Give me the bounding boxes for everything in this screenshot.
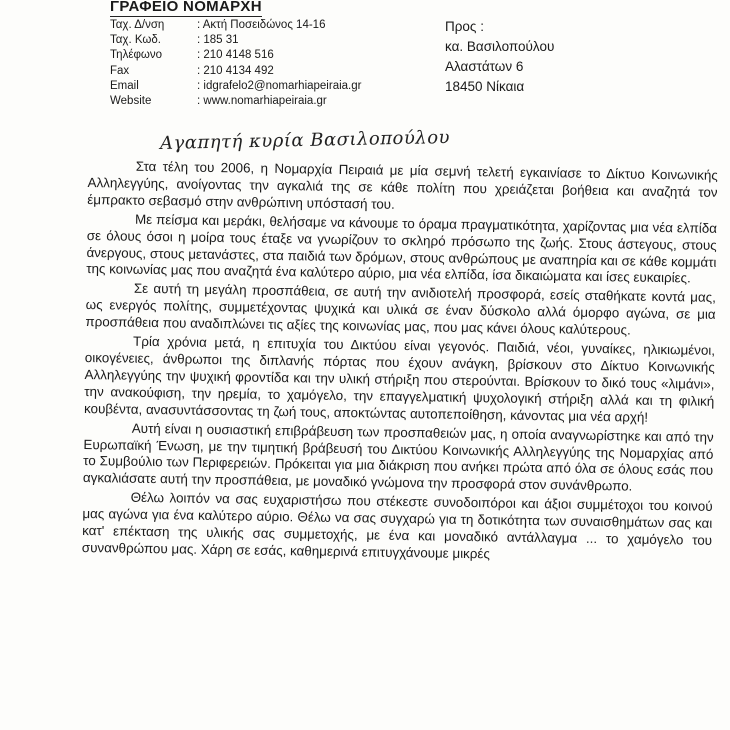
letter-paragraph: Σε αυτή τη μεγάλη προσπάθεια, σε αυτή την ανιδιοτελή προσφορά, εσείς σταθήκατε κοντά μας, ως ενεργός πολίτης, συμμετέχοντας ψυχικά και υλικά σε έναν δύσκολο αλλά όμορφο αγώνα, σε μια προσπάθεια που αναδιπλώνει τις αξίες της κοινωνίας μας, που μας κάνει όλους καλύτερους.	[85, 281, 717, 338]
contact-label: Email	[110, 79, 139, 92]
contact-value: : idgrafelo2@nomarhiapeiraia.gr	[197, 79, 362, 92]
contact-value: : 210 4148 516	[197, 49, 274, 62]
letter-body	[82, 158, 718, 569]
contact-row-address	[110, 18, 361, 33]
recipient-line: Προς :	[445, 19, 484, 34]
contact-value: : 210 4134 492	[197, 64, 274, 77]
recipient-block	[445, 17, 554, 97]
contact-label: Fax	[110, 64, 130, 77]
letter-paragraph: Τρία χρόνια μετά, η επιτυχία του Δικτύου είναι γεγονός. Παιδιά, νέοι, γυναίκες, ηλικιωμένοι, οικογένειες, άνθρωποι της διπλανής πόρτας που έχουν ανάγκη, βρίσκουν στο Δίκτυο Κοινωνικής Αλληλεγγύης την ψυχική φροντίδα και την υλική στήριξη που στερούνται. Βρίσκουν το δικό τους «λιμάνι», την ανακούφιση, την ηρεμία, το χαμόγελο, την επαγγελματική ψυχολογική στήριξη αλλά και τη φιλική κουβέντα, ανασυντάσσοντας τη ζωή τους, αποκτώντας αυτοπεποίθηση, κάνοντας μια νέα αρχή!	[83, 333, 716, 425]
contact-label: Ταχ. Δ/νση	[110, 19, 165, 31]
contact-block	[110, 18, 361, 109]
contact-row-website	[110, 94, 361, 109]
contact-label: Τηλέφωνο	[110, 49, 163, 62]
letter-paragraph: Στα τέλη του 2006, η Νομαρχία Πειραιά με μία σεμνή τελετή εγκαινίασε το Δίκτυο Κοινωνικής Αλληλεγγύης, ανοίγοντας την αγκαλιά της σε κάθε πολίτη που χρειάζεται βοήθεια και αναζητά τον έμπρακτο σεβασμό στην ανθρώπινη υπόστασή του.	[87, 158, 718, 212]
contact-row-phone	[110, 48, 361, 63]
handwritten-salutation: Αγαπητή κυρία Βασιλοπούλου	[159, 126, 451, 155]
letter-paragraph: Με πείσμα και μεράκι, θελήσαμε να κάνουμε το όραμα πραγματικότητα, χαρίζοντας μια νέα ελπίδα σε όλους όσοι η μοίρα τους έταξε να γνωρίζουν το σκληρό πρόσωπο της ζωής. Στους άστεγους, στους άνεργους, στους μετανάστες, στα παιδιά των δρόμων, στους ανθρώπους με αναπηρία και σε κάθε κομμάτι της κοινωνίας μας που αναζητά ένα καλύτερο αύριο, μια νέα ελπίδα, ίσα δικαιώματα και ίσες ευκαιρίες.	[86, 211, 718, 286]
letter-paragraph: Θέλω λοιπόν να σας ευχαριστήσω που στέκεστε συνοδοιπόροι και άξιοι συμμέτοχοι του κοινού μας αγώνα για ένα καλύτερο αύριο. Θέλω να σας συγχαρώ για τη δοτικότητα των συναισθημάτων σας και κατ' επέκταση της υλικής σας συμμετοχής, με ένα και μοναδικό αντάλλαγμα ... το χαμόγελο του συνανθρώπου μας. Χάρη σε εσάς, καθημερινά επιτυγχάνουμε μικρές	[81, 489, 713, 562]
contact-value: : Ακτή Ποσειδώνος 14-16	[197, 19, 326, 31]
contact-label: Ταχ. Κωδ.	[110, 34, 161, 47]
contact-row-postcode	[110, 33, 361, 48]
contact-row-fax	[110, 64, 361, 79]
contact-value: : www.nomarhiapeiraia.gr	[197, 95, 327, 108]
letter-paragraph: Αυτή είναι η ουσιαστική επιβράβευση των προσπαθειών μας, η οποία αναγνωρίστηκε και από την Ευρωπαϊκή Ένωση, με την τιμητική βράβευσή του Δικτύου Κοινωνικής Αλληλεγγύης της Νομαρχίας από το Συμβούλιο των Περιφερειών. Πρόκειται για μια διάκριση που ανήκει πρώτα από όλα σε όλους εσάς που αγκαλιάσατε αυτή την προσπάθεια, με μοναδικό γνώμονα την προσφορά στον συνάνθρωπο.	[82, 420, 714, 494]
contact-label: Website	[110, 95, 152, 108]
recipient-city: 18450 Νίκαια	[445, 79, 525, 94]
contact-value: : 185 31	[197, 34, 239, 47]
contact-row-email	[110, 79, 361, 94]
recipient-street: Αλαστάτων 6	[445, 59, 524, 74]
recipient-name: κα. Βασιλοπούλου	[445, 39, 555, 54]
office-title: ΓΡΑΦΕΙΟ ΝΟΜΑΡΧΗ	[110, 0, 262, 15]
